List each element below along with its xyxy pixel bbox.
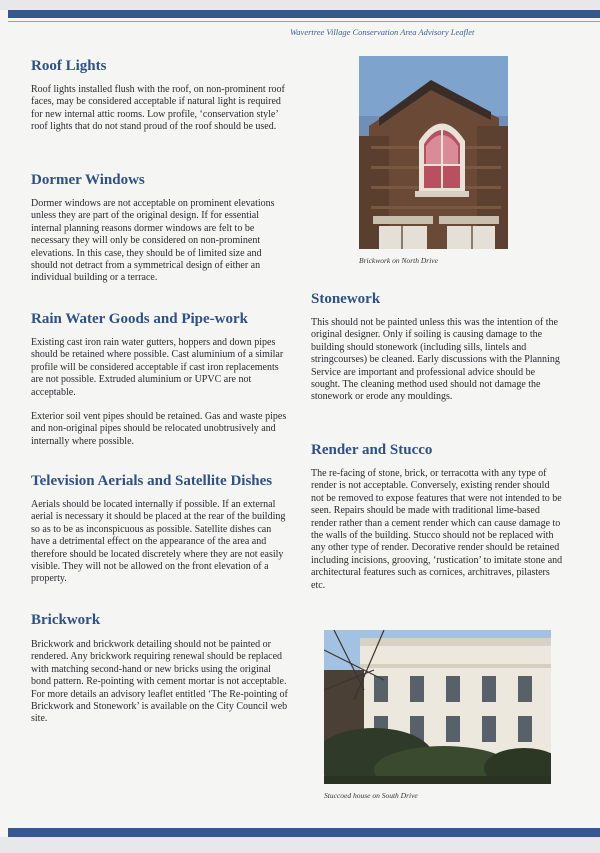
text-stonework: This should not be painted unless this was the intention of the original designer. Only if soiling is causing damage to the building should stonework (including sills, lintels and stringcourses) be cleaned. Early discussions with the Planning Service are important and professional advice should be sought. The cleaning method used should not damage the stonework or erode any mouldings. bbox=[311, 317, 560, 403]
text-roof-lights: Roof lights installed flush with the roof, on non-prominent roof faces, may be considered acceptable if natural light is required for new internal attic rooms. Low profile, ‘conservation style’ roof lights that do not stand proud of the roof should be used. bbox=[31, 84, 285, 133]
heading-dormer-windows: Dormer Windows bbox=[31, 172, 145, 188]
photo-brickwork-north-drive bbox=[359, 56, 508, 249]
heading-render-stucco: Render and Stucco bbox=[311, 442, 433, 458]
caption-stuccoed-house: Stuccoed house on South Drive bbox=[324, 791, 418, 800]
heading-television: Television Aerials and Satellite Dishes bbox=[31, 473, 273, 489]
brick-house-illustration bbox=[359, 56, 508, 249]
top-margin-band bbox=[0, 0, 600, 10]
heading-brickwork: Brickwork bbox=[31, 612, 101, 628]
photo-stuccoed-house-south-drive bbox=[324, 630, 551, 784]
stucco-house-illustration bbox=[324, 630, 551, 784]
header-rule bbox=[8, 10, 600, 18]
header-thin-rule bbox=[8, 21, 600, 22]
leaflet-title: Wavertree Village Conservation Area Advisory Leaflet bbox=[290, 27, 475, 37]
caption-brickwork-north-drive: Brickwork on North Drive bbox=[359, 256, 438, 265]
bottom-margin-band bbox=[0, 837, 600, 853]
text-rain-water-1: Existing cast iron rain water gutters, hoppers and down pipes should be retained where possible. Cast aluminium of a similar profile will be considered acceptable if cast iron replacements are not possible. Extruded aluminium or UPVC are not acceptable. bbox=[31, 337, 284, 398]
heading-rain-water: Rain Water Goods and Pipe-work bbox=[31, 311, 248, 327]
text-render-stucco: The re-facing of stone, brick, or terracotta with any type of render is not acceptable. Conversely, existing render should not be removed to expose features that were not intended to be seen. Repairs should be made with traditional lime-based render rather than a cement render which can cause damage to the walls of the building. Stucco should not be replaced with any other type of render. Decorative render should be retained including incisions, grooving, ‘rustication’ to imitate stone and architectural features such as cornices, architraves, pilasters etc. bbox=[311, 468, 563, 591]
text-dormer-windows: Dormer windows are not acceptable on prominent elevations unless they are part of the original design. If for essential internal planning reasons dormer windows are felt to be necessary they will only be considered on non-prominent elevations. In this case, they should be of limited size and should not detract from a symmetrical design of either an individual building or a terrace. bbox=[31, 198, 275, 284]
text-television: Aerials should be located internally if possible. If an external aerial is necessary it should be placed at the rear of the building so as to be as inconspicuous as possible. Satellite dishes can have a detrimental effect on the appearance of the area and therefore should be located discretely where they are not easily visible. They will not be allowed on the front elevation of a property. bbox=[31, 499, 286, 585]
text-rain-water-2: Exterior soil vent pipes should be retained. Gas and waste pipes and non-original pipes should be relocated unobtrusively and internally where possible. bbox=[31, 411, 287, 447]
text-brickwork: Brickwork and brickwork detailing should not be painted or rendered. Any brickwork requiring renewal should be replaced with matching second-hand or new bricks using the original bond pattern. Re-pointing with cement mortar is not acceptable. For more details an advisory leaflet entitled ‘The Re-pointing of Brickwork and Stonework’ is available on the City Council web site. bbox=[31, 639, 288, 725]
heading-stonework: Stonework bbox=[311, 291, 381, 307]
heading-roof-lights: Roof Lights bbox=[31, 58, 107, 74]
footer-rule bbox=[8, 828, 600, 837]
